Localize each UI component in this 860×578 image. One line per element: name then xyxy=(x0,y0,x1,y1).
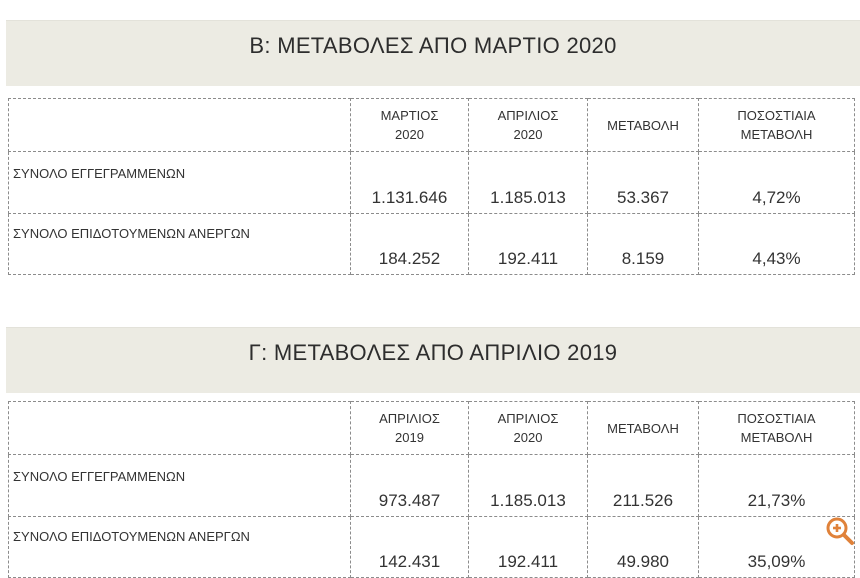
header-empty-cell xyxy=(9,402,351,455)
row-label: ΣΥΝΟΛΟ ΕΓΓΕΓΡΑΜΜΕΝΩΝ xyxy=(9,152,351,214)
header-cell xyxy=(588,99,699,152)
section-b-title-band xyxy=(6,20,860,86)
header-cell xyxy=(469,99,588,152)
table-header-row xyxy=(9,402,855,455)
row-value: 142.431 xyxy=(351,517,469,578)
section-g-table xyxy=(8,401,855,578)
header-line2: ΜΕΤΑΒΟΛΗ xyxy=(740,430,813,445)
row-value: 184.252 xyxy=(351,214,469,275)
header-line1: ΜΕΤΑΒΟΛΗ xyxy=(607,117,679,133)
table-row xyxy=(9,455,855,517)
section-b-title: Β: ΜΕΤΑΒΟΛΕΣ ΑΠΟ ΜΑΡΤΙΟ 2020 xyxy=(249,33,617,58)
header-cell xyxy=(469,402,588,455)
row-value: 21,73% xyxy=(699,455,855,517)
row-value: 1.131.646 xyxy=(351,152,469,214)
row-value: 8.159 xyxy=(588,214,699,275)
row-value: 49.980 xyxy=(588,517,699,578)
header-line2: 2019 xyxy=(395,430,424,445)
row-value: 192.411 xyxy=(469,214,588,275)
header-line2: 2020 xyxy=(513,127,543,142)
section-b-table xyxy=(8,98,855,275)
header-line1: ΑΠΡΙΛΙΟΣ xyxy=(497,411,559,426)
header-cell xyxy=(699,402,855,455)
table-row xyxy=(9,517,855,578)
row-value: 1.185.013 xyxy=(469,455,588,517)
section-g-title-band xyxy=(6,327,860,393)
header-line1: ΜΑΡΤΙΟΣ xyxy=(380,108,439,123)
row-value: 4,72% xyxy=(699,152,855,214)
row-label: ΣΥΝΟΛΟ ΕΓΓΕΓΡΑΜΜΕΝΩΝ xyxy=(9,455,351,517)
header-line1: ΠΟΣΟΣΤΙΑΙΑ xyxy=(737,108,816,123)
row-value: 1.185.013 xyxy=(469,152,588,214)
row-value: 973.487 xyxy=(351,455,469,517)
table-row xyxy=(9,152,855,214)
table-header-row xyxy=(9,99,855,152)
header-line1: ΜΕΤΑΒΟΛΗ xyxy=(607,420,679,436)
header-line2: ΜΕΤΑΒΟΛΗ xyxy=(740,127,813,142)
row-value: 192.411 xyxy=(469,517,588,578)
row-value: 35,09% xyxy=(699,517,855,578)
row-label: ΣΥΝΟΛΟ ΕΠΙΔΟΤΟΥΜΕΝΩΝ ΑΝΕΡΓΩΝ xyxy=(9,517,351,578)
zoom-in-icon-svg xyxy=(824,515,856,547)
header-empty-cell xyxy=(9,99,351,152)
header-cell xyxy=(351,99,469,152)
header-cell xyxy=(699,99,855,152)
section-g-title: Γ: ΜΕΤΑΒΟΛΕΣ ΑΠΟ ΑΠΡΙΛΙΟ 2019 xyxy=(248,340,618,365)
row-value: 211.526 xyxy=(588,455,699,517)
header-line1: ΑΠΡΙΛΙΟΣ xyxy=(379,411,440,426)
zoom-in-icon[interactable] xyxy=(824,515,856,547)
table-row xyxy=(9,214,855,275)
header-line2: 2020 xyxy=(395,127,424,142)
header-cell xyxy=(351,402,469,455)
row-value: 4,43% xyxy=(699,214,855,275)
header-cell xyxy=(588,402,699,455)
header-line1: ΠΟΣΟΣΤΙΑΙΑ xyxy=(737,411,816,426)
row-value: 53.367 xyxy=(588,152,699,214)
header-line2: 2020 xyxy=(513,430,543,445)
header-line1: ΑΠΡΙΛΙΟΣ xyxy=(497,108,559,123)
row-label: ΣΥΝΟΛΟ ΕΠΙΔΟΤΟΥΜΕΝΩΝ ΑΝΕΡΓΩΝ xyxy=(9,214,351,275)
